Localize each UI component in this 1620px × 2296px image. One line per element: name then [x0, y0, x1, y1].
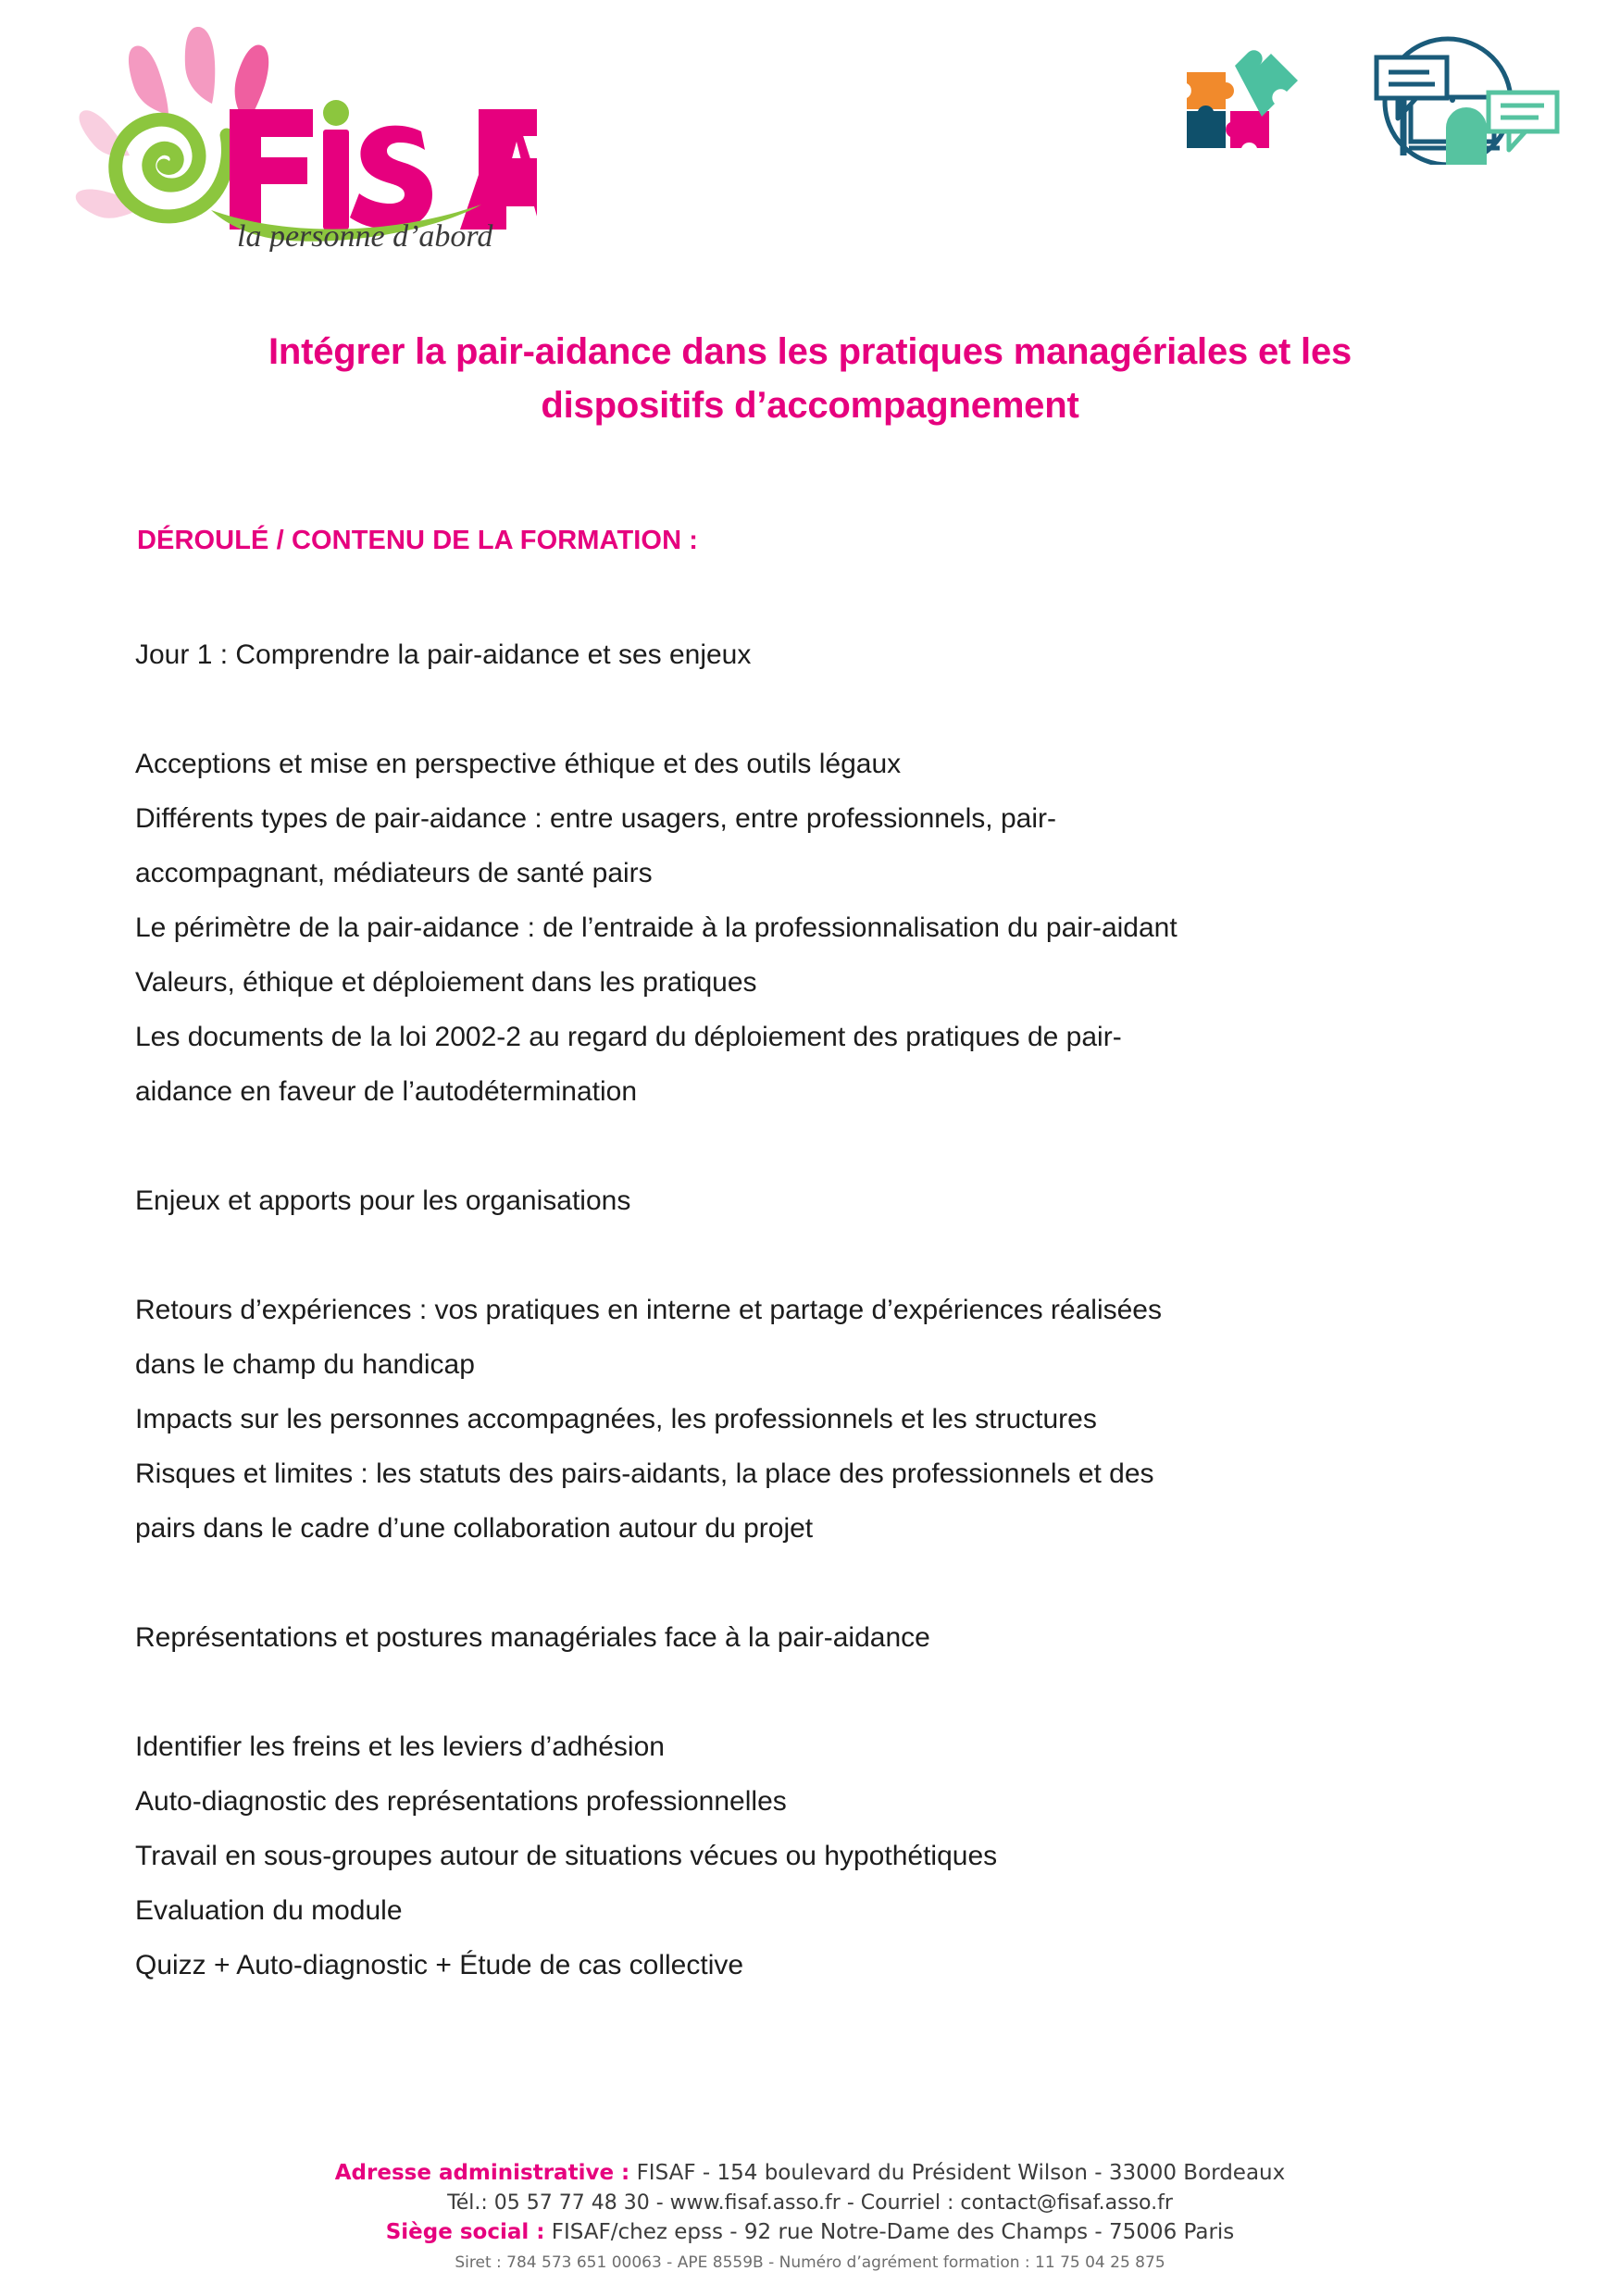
footer-contact-line: Tél.: 05 57 77 48 30 - www.fisaf.asso.fr - Courriel : contact@fisaf.asso.fr — [447, 2191, 1173, 2215]
footer-siege-label: Siège social : — [385, 2220, 545, 2245]
content-block-identifier — [135, 1719, 1496, 1992]
header-icon-group — [1178, 35, 1566, 165]
content-block-acceptions — [135, 737, 1496, 1119]
block-spacer — [135, 1228, 1496, 1283]
document-footer — [0, 2158, 1620, 2274]
block-spacer — [135, 1556, 1496, 1610]
content-line: Retours d’expériences : vos pratiques en interne et partage d’expériences réalisées — [135, 1295, 1162, 1325]
block-spacer — [135, 682, 1496, 737]
content-line: Le périmètre de la pair-aidance : de l’entraide à la professionnalisation du pair-aidant — [135, 912, 1178, 943]
content-line: Enjeux et apports pour les organisations — [135, 1185, 631, 1216]
footer-siege-address — [0, 2217, 1620, 2248]
footer-admin-address — [0, 2158, 1620, 2189]
content-line: Auto-diagnostic des représentations professionnelles — [135, 1786, 787, 1817]
content-line: Différents types de pair-aidance : entre usagers, entre professionnels, pair- — [135, 803, 1056, 834]
page-title — [139, 326, 1481, 432]
content-line: Risques et limites : les statuts des pairs-aidants, la place des professionnels et des — [135, 1458, 1154, 1489]
footer-legal-line: Siret : 784 573 651 00063 - APE 8559B - Numéro d’agrément formation : 11 75 04 25 875 — [455, 2253, 1165, 2272]
footer-admin-value: FISAF - 154 boulevard du Président Wilson - 33000 Bordeaux — [629, 2161, 1286, 2186]
section-heading: DÉROULÉ / CONTENU DE LA FORMATION : — [137, 526, 699, 555]
content-line: Les documents de la loi 2002-2 au regard du déploiement des pratiques de pair- — [135, 1022, 1122, 1052]
document-header — [0, 0, 1620, 278]
fisaf-logo — [56, 20, 537, 252]
content-line: Impacts sur les personnes accompagnées, les professionnels et les structures — [135, 1404, 1097, 1434]
block-spacer — [135, 1119, 1496, 1173]
content-line: pairs dans le cadre d’une collaboration autour du projet — [135, 1513, 814, 1544]
course-content — [135, 627, 1496, 1992]
footer-admin-label: Adresse administrative : — [334, 2161, 630, 2186]
content-line: Représentations et postures managériales face à la pair-aidance — [135, 1622, 930, 1653]
logo-spiral-icon — [116, 119, 229, 217]
logo-wordmark — [230, 100, 537, 230]
content-block-representations — [135, 1610, 1496, 1665]
page-title-line-2: dispositifs d’accompagnement — [541, 384, 1079, 426]
content-block-enjeux — [135, 1173, 1496, 1228]
content-line: Quizz + Auto-diagnostic + Étude de cas collective — [135, 1950, 744, 1980]
footer-siege-value: FISAF/chez epss - 92 rue Notre-Dame des Champs - 75006 Paris — [544, 2220, 1235, 2245]
logo-tagline: la personne d’abord — [237, 219, 493, 252]
content-block-retours — [135, 1283, 1496, 1556]
content-line: Valeurs, éthique et déploiement dans les pratiques — [135, 967, 757, 998]
content-line: Jour 1 : Comprendre la pair-aidance et ses enjeux — [135, 639, 752, 670]
content-line: dans le champ du handicap — [135, 1349, 475, 1380]
puzzle-pieces-icon — [1187, 50, 1298, 148]
page-title-line-1: Intégrer la pair-aidance dans les pratiques managériales et les — [268, 331, 1352, 372]
content-line: Evaluation du module — [135, 1895, 403, 1926]
content-block-jour-1 — [135, 627, 1496, 682]
collaboration-circle-icon — [1377, 39, 1557, 165]
content-line: Travail en sous-groupes autour de situations vécues ou hypothétiques — [135, 1841, 998, 1871]
block-spacer — [135, 1665, 1496, 1719]
content-line: Identifier les freins et les leviers d’adhésion — [135, 1731, 665, 1762]
content-line: aidance en faveur de l’autodétermination — [135, 1076, 638, 1107]
content-line: Acceptions et mise en perspective éthique et des outils légaux — [135, 749, 902, 779]
content-line: accompagnant, médiateurs de santé pairs — [135, 858, 653, 888]
fisaf-logo-icon — [56, 20, 537, 252]
